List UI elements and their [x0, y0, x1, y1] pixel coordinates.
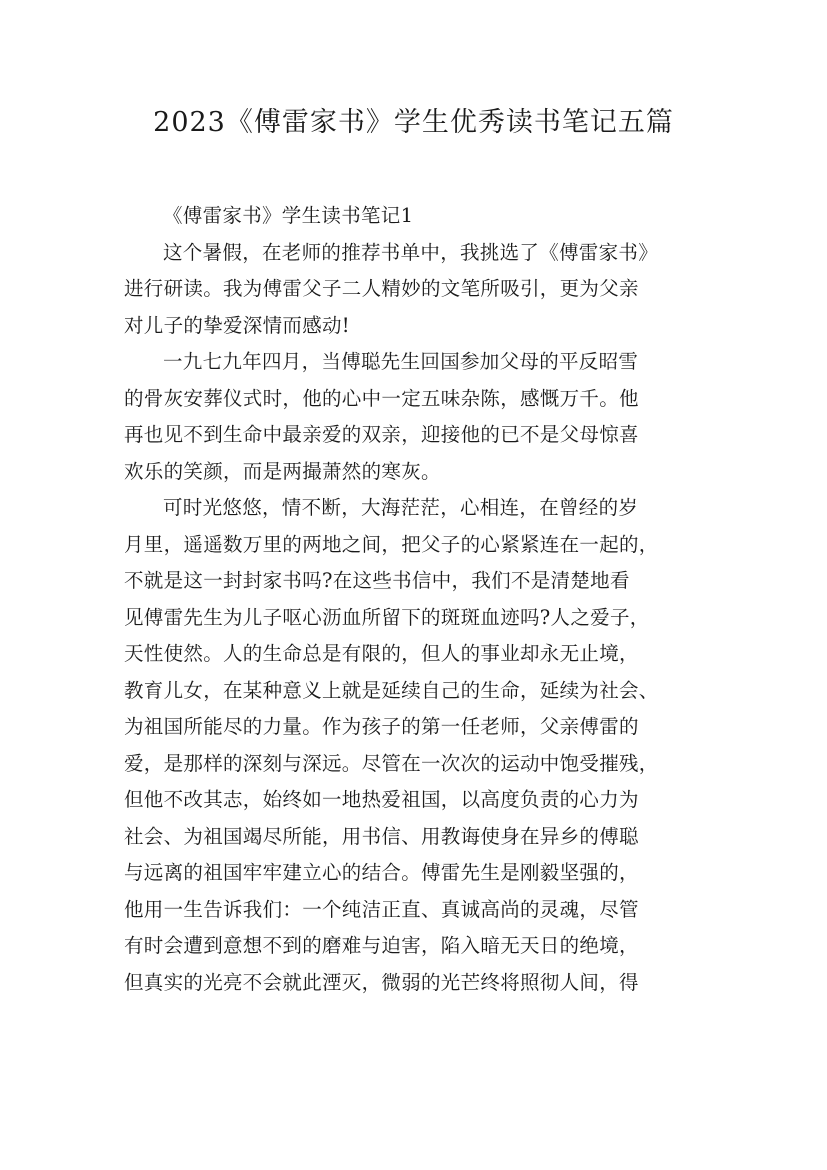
section-heading: 《傅雷家书》学生读书笔记1 [163, 204, 414, 227]
document-title: 2023《傅雷家书》学生优秀读书笔记五篇 [153, 107, 674, 138]
paragraph-line: 见傅雷先生为儿子呕心沥血所留下的斑斑血迹吗?人之爱子， [124, 605, 650, 629]
paragraph-line: 的骨灰安葬仪式时，他的心中一定五味杂陈，感慨万千。他 [124, 386, 639, 410]
paragraph-line: 与远离的祖国牢牢建立心的结合。傅雷先生是刚毅坚强的， [124, 861, 639, 884]
paragraph-line: 教育儿女，在某种意义上就是延续自己的生命，延续为社会、 [124, 678, 659, 702]
paragraph-line: 有时会遭到意想不到的磨难与迫害，陷入暗无天日的绝境， [124, 934, 639, 957]
paragraph-line: 可时光悠悠，情不断，大海茫茫，心相连，在曾经的岁 [163, 496, 639, 519]
paragraph-1 [124, 235, 711, 345]
paragraph-line: 他用一生告诉我们：一个纯洁正直、真诚高尚的灵魂，尽管 [124, 897, 639, 921]
document-body [124, 198, 711, 1001]
paragraph-line: 不就是这一封封家书吗?在这些书信中，我们不是清楚地看 [124, 569, 630, 592]
paragraph-line: 再也见不到生命中最亲爱的双亲，迎接他的已不是父母惊喜 [124, 423, 639, 446]
paragraph-line: 天性使然。人的生命总是有限的，但人的事业却永无止境， [124, 642, 639, 665]
paragraph-line: 一九七九年四月，当傅聪先生回国参加父母的平反昭雪 [163, 350, 639, 373]
paragraph-line: 社会、为祖国竭尽所能，用书信、用教诲使身在异乡的傅聪 [124, 824, 639, 848]
paragraph-line: 欢乐的笑颜，而是两撮萧然的寒灰。 [124, 459, 441, 483]
paragraph-line: 月里，遥遥数万里的两地之间，把父子的心紧紧连在一起的， [124, 532, 659, 556]
paragraph-line: 对儿子的挚爱深情而感动! [124, 313, 350, 337]
paragraph-line: 为祖国所能尽的力量。作为孩子的第一任老师，父亲傅雷的 [124, 715, 639, 738]
paragraph-2 [124, 344, 711, 490]
paragraph-3 [124, 490, 711, 1001]
paragraph-line: 但真实的光亮不会就此湮灭，微弱的光芒终将照彻人间，得 [124, 970, 639, 994]
paragraph-line: 进行研读。我为傅雷父子二人精妙的文笔所吸引，更为父亲 [124, 277, 639, 300]
paragraph-line: 爱，是那样的深刻与深远。尽管在一次次的运动中饱受摧残， [124, 751, 659, 775]
paragraph-line: 这个暑假，在老师的推荐书单中，我挑选了《傅雷家书》 [163, 240, 659, 264]
paragraph-line: 但他不改其志，始终如一地热爱祖国，以高度负责的心力为 [124, 788, 639, 811]
